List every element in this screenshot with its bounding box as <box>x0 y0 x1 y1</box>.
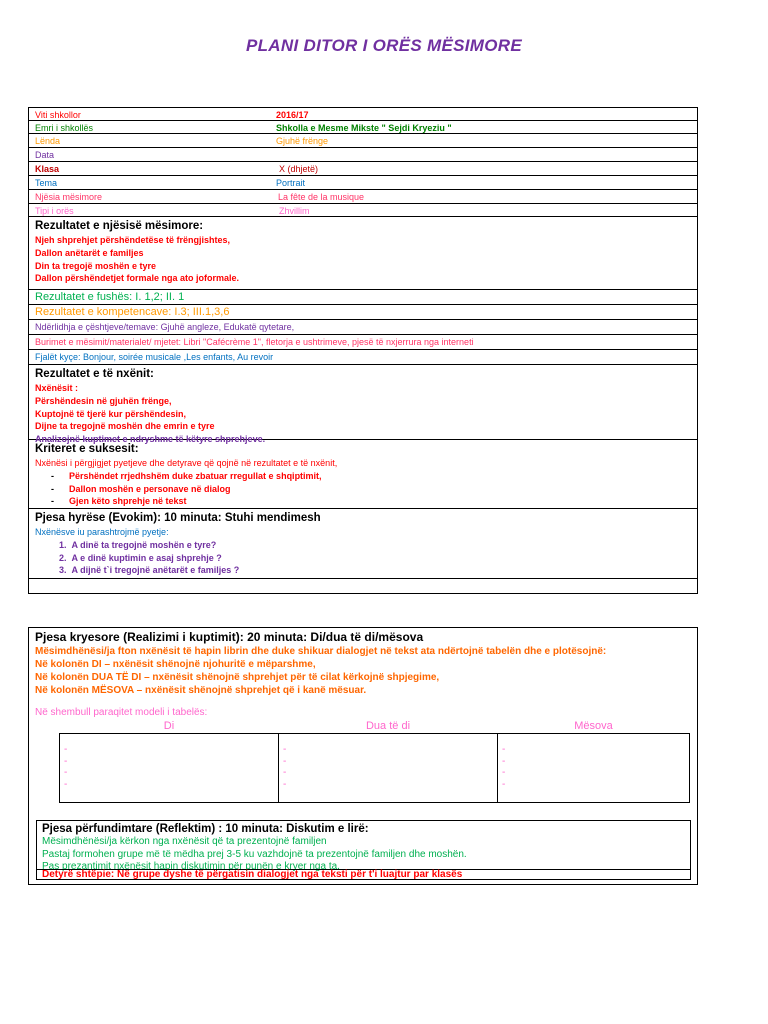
info-value: 2016/17 <box>276 110 309 120</box>
student-result-item: Analizojnë kuptimet e ndryshme të këtyre shprehjeve. <box>35 434 266 445</box>
info-label: Data <box>35 150 55 160</box>
intro-question-text: A e dinë kuptimin e asaj shprehje ? <box>71 552 222 563</box>
success-item-text: Dallon moshën e personave në dialog <box>69 483 231 494</box>
table-bullet: - <box>283 778 287 790</box>
table-header-di: Di <box>163 720 175 732</box>
info-value: Zhvillim <box>279 206 310 216</box>
table-bullet: - <box>502 778 506 790</box>
final-line: Mësimdhënësi/ja kërkon nga nxënësit që ta prezentojnë familjen <box>42 836 327 847</box>
main-line: Mësimdhënësi/ja fton nxënësit të hapin librin dhe duke shikuar dialogjet në tekst ata ndërtojnë tabelën dhe e plotësojnë: <box>35 646 607 657</box>
success-criteria-section <box>29 440 697 509</box>
info-row-school <box>29 121 697 134</box>
field-results-text: Rezultatet e fushës: I. 1,2; II. 1 <box>35 291 185 303</box>
example-text: Në shembull paraqitet modeli i tabelës: <box>35 707 208 718</box>
info-label: Viti shkollor <box>35 110 81 120</box>
student-result-item: Kuptojnë të tjerë kur përshëndesin, <box>35 408 187 419</box>
outcomes-section <box>29 217 697 290</box>
main-part-section <box>35 630 606 719</box>
homework-text: Detyrë shtëpie: Në grupe dyshe të përgatisin dialogjet nga teksti për t'i luajtur par klasës <box>42 869 463 880</box>
main-line: Në kolonën DUA TË DI – nxënësit shënojnë shprehjet për të cilat kërkojnë shpjegime, <box>35 672 440 683</box>
success-item: - Gjen këto shprehje në tekst <box>51 496 187 507</box>
competence-results-text: Rezultatet e kompetencave: I.3; III.1,3,6 <box>35 306 230 318</box>
outcome-item: Dallon anëtarët e familjes <box>35 247 144 258</box>
info-label: Klasa <box>35 164 60 174</box>
table-bullet: - <box>64 744 68 755</box>
student-result-item: Nxënësit : <box>35 383 79 393</box>
links-text: Ndërlidhja e çështjeve/temave: Gjuhë angleze, Edukatë qytetare, <box>35 322 295 332</box>
table-bullet: - <box>64 755 68 767</box>
info-row-type <box>29 204 697 217</box>
main-line: Në kolonën MËSOVA – nxënësit shënojnë shprehjet që i kanë mësuar. <box>35 685 367 696</box>
final-line: Pastaj formohen grupe më të mëdha prej 3-5 ku vazhdojnë ta prezentojnë familjen dhe moshën. <box>42 848 467 860</box>
divider <box>29 578 697 579</box>
info-value: X (dhjetë) <box>279 164 319 174</box>
outcome-item: Njeh shprehjet përshëndetëse të frëngjishtes, <box>35 235 231 245</box>
table-bullet: - <box>502 755 506 767</box>
table-bullet: - <box>283 744 287 755</box>
intro-question-text: A dinë ta tregojnë moshën e tyre? <box>71 539 217 550</box>
success-item: - Përshëndet rrjedhshëm duke zbatuar rregullat e shqiptimit, <box>51 470 322 481</box>
field-results <box>29 290 697 305</box>
info-row-topic <box>29 176 697 190</box>
intro-question: 3. A dijnë t`i tregojnë anëtarët e familjes ? <box>59 565 240 576</box>
student-results-heading: Rezultatet e të nxënit: <box>35 368 154 380</box>
info-label: Emri i shkollës <box>35 123 94 133</box>
info-value: Portrait <box>276 178 306 188</box>
info-label: Tema <box>35 178 58 188</box>
intro-sub: Nxënësve iu parashtrojmë pyetje: <box>35 527 169 537</box>
final-line: Pas prezantimit nxënësit hapin diskutimin për punën e kryer nga ta. <box>42 861 340 872</box>
info-value: La fête de la musique <box>278 192 365 202</box>
success-item: - Dallon moshën e personave në dialog <box>51 483 231 494</box>
success-item-text: Përshëndet rrjedhshëm duke zbatuar rregullat e shqiptimit, <box>69 470 322 481</box>
student-result-item: Përshëndesin në gjuhën frënge, <box>35 395 172 406</box>
info-row-subject <box>29 134 697 148</box>
outcome-item: Dallon përshëndetjet formale nga ato joformale. <box>35 273 240 284</box>
keywords-text: Fjalët kyçe: Bonjour, soirée musicale ,Les enfants, Au revoir <box>35 352 274 362</box>
table-cell <box>60 734 279 803</box>
resources-row <box>29 335 697 350</box>
info-row-date <box>29 148 697 162</box>
intro-question: 1. A dinë ta tregojnë moshën e tyre? <box>59 539 217 550</box>
table-bullet: - <box>64 778 68 790</box>
student-results-section <box>29 365 697 445</box>
student-result-item: Dijne ta tregojnë moshën dhe emrin e tyre <box>35 421 215 432</box>
main-part-box <box>28 627 698 885</box>
intro-heading: Pjesa hyrëse (Evokim): 10 minuta: Stuhi mendimesh <box>35 512 321 524</box>
table-header-dua: Dua të di <box>365 720 411 732</box>
outcome-item: Din ta tregojë moshën e tyre <box>35 260 157 271</box>
info-label: Njësia mësimore <box>35 192 103 202</box>
page-title: PLANI DITOR I ORËS MËSIMORE <box>245 36 523 55</box>
final-part-box <box>36 820 691 880</box>
main-line: Në kolonën DI – nxënësit shënojnë njohuritë e mëparshme, <box>35 659 316 670</box>
table-cell <box>279 734 498 803</box>
table-bullet: - <box>283 755 287 767</box>
table-bullet: - <box>502 744 506 755</box>
intro-part-section <box>29 509 697 593</box>
table-bullet: - <box>502 767 506 778</box>
info-row-class <box>29 162 697 176</box>
success-heading: Kriteret e suksesit: <box>35 443 139 455</box>
info-row-unit <box>29 190 697 204</box>
links-row <box>29 320 697 335</box>
info-label: Lënda <box>35 136 61 146</box>
table-bullet: - <box>64 767 68 778</box>
success-intro: Nxënësi i përgjigjet pyetjeve dhe detyrave që qojnë në rezultatet e të nxënit, <box>35 458 338 468</box>
info-value: Shkolla e Mesme Mikste " Sejdi Kryeziu " <box>276 123 452 133</box>
resources-text: Burimet e mësimit/materialet/ mjetet: Libri "Cafécrème 1", fletorja e ushtrimeve, pjesë të nxjerrura nga interneti <box>35 337 474 347</box>
success-item-text: Gjen këto shprehje në tekst <box>69 496 187 507</box>
info-row-year <box>29 108 697 121</box>
lesson-info-box <box>28 107 698 594</box>
final-heading: Pjesa përfundimtare (Reflektim) : 10 minuta: Diskutim e lirë: <box>42 823 369 835</box>
competence-results <box>29 305 697 320</box>
info-value: Gjuhë frënge <box>276 136 329 146</box>
table-cell <box>498 734 690 803</box>
outcomes-heading: Rezultatet e njësisë mësimore: <box>35 220 204 232</box>
table-header-mesova: Mësova <box>574 720 613 732</box>
intro-question-text: A dijnë t`i tregojnë anëtarët e familjes ? <box>71 565 240 576</box>
table-bullet: - <box>283 767 287 778</box>
main-heading: Pjesa kryesore (Realizimi i kuptimit): 20 minuta: Di/dua të di/mësova <box>35 630 424 644</box>
info-label: Tipi i orës <box>35 206 74 216</box>
keywords-row <box>29 350 697 365</box>
intro-question: 2. A e dinë kuptimin e asaj shprehje ? <box>59 552 222 563</box>
kwl-table <box>59 719 690 803</box>
